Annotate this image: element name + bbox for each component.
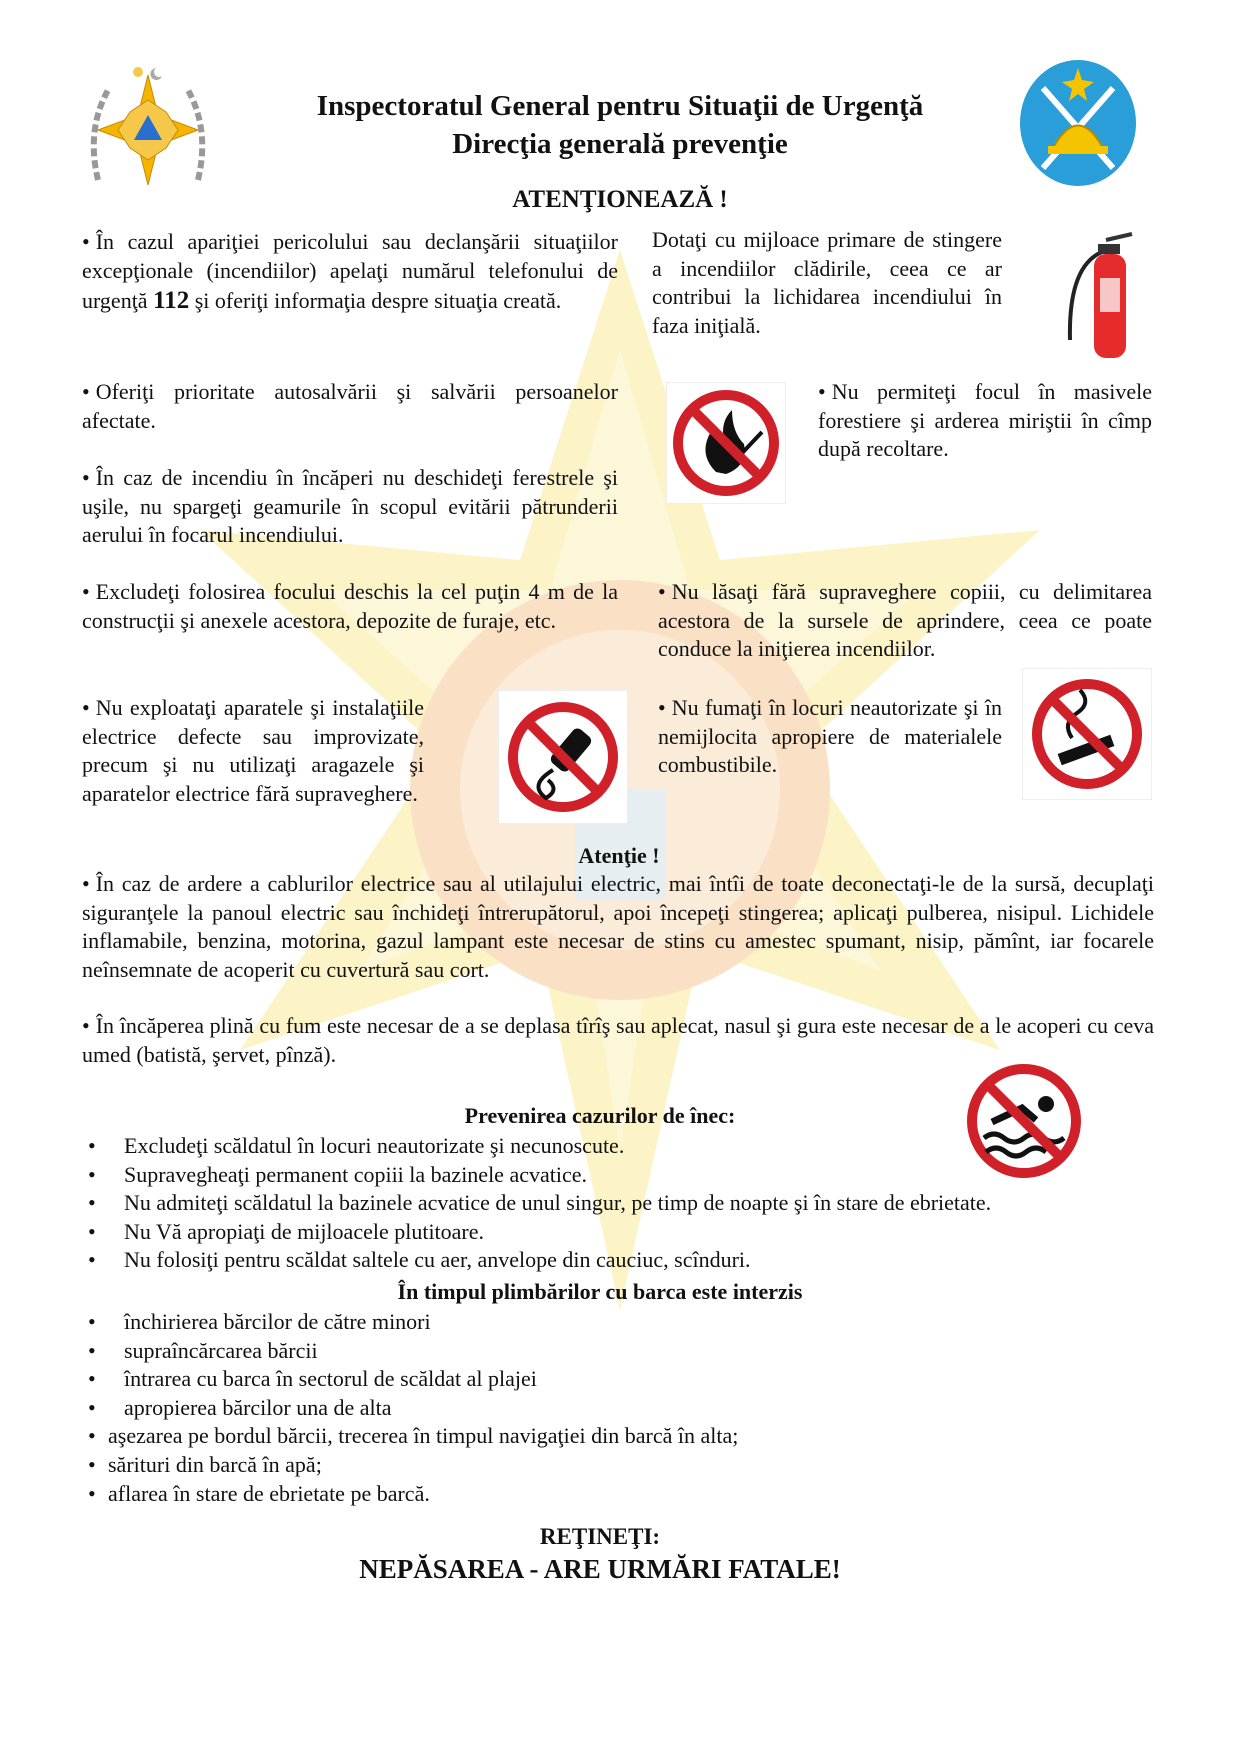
right-item-children: • Nu lăsaţi fără supraveghere copiii, cu delimitarea acestora de la sursele de aprindere, ceea ce poate conduce la iniţierea incendiilor. [658,578,1152,664]
list-item: • supraîncărcarea bărcii [82,1337,1154,1366]
header-institution: Inspectoratul General pentru Situaţii de Urgenţă [316,90,924,122]
left-item-doors-windows: • În caz de incendiu în încăperi nu deschideţi ferestrele şi uşile, nu spargeţi geamurile în scopul evitării pătrunderii aerului în focarul incendiului. [82,464,618,550]
no-smoking-icon [1022,668,1152,800]
remember-label: REŢINEŢI: [539,1524,661,1549]
list-item: • aflarea în stare de ebrietate pe barcă. [82,1480,1154,1509]
left-item-emergency-call: • În cazul apariţiei pericolului sau declanşării situaţiilor excepţionale (incendiilor) apelaţi numărul telefonului de urgenţă 112 şi oferiţi informaţia despre situaţia creată. [82,228,618,318]
list-item: • Nu Vă apropiaţi de mijloacele plutitoare. [82,1218,1154,1247]
left-item-self-rescue: • Oferiţi prioritate autosalvării şi salvării persoanelor afectate. [82,378,618,435]
list-item: • Supravegheaţi permanent copiii la bazinele acvatice. [82,1161,1154,1190]
list-item: • întrarea cu barca în sectorul de scăldat al plajei [82,1365,1154,1394]
drowning-list [82,1132,1154,1275]
list-item: • închirierea bărcilor de către minori [82,1308,1154,1337]
header-directorate: Direcţia generală prevenţie [452,128,788,160]
no-electrical-appliances-icon [498,690,628,824]
list-item: • Excludeţi scăldatul în locuri neautorizate şi necunoscute. [82,1132,1154,1161]
emergency-number: 112 [153,287,190,315]
attention-title: Atenţie ! [578,843,660,868]
igsu-star-emblem [78,60,218,200]
boats-title: În timpul plimbărilor cu barca este interzis [397,1279,803,1304]
right-item-forest-fire: • Nu permiteţi focul în masivele forestiere şi arderea miriştii în cîmp după recoltare. [818,378,1152,464]
list-item: • Nu folosiţi pentru scăldat saltele cu aer, anvelope din cauciuc, scînduri. [82,1246,1154,1275]
right-item-no-smoking: • Nu fumaţi în locuri neautorizate şi în nemijlocita apropiere de materialele combustibile. [658,694,1002,780]
drowning-title: Prevenirea cazurilor de înec: [464,1103,736,1128]
left-item-open-fire: • Excludeţi folosirea focului deschis la cel puţin 4 m de la construcţii şi anexele acestora, depozite de furaje, etc. [82,578,618,635]
boats-list [82,1308,1154,1508]
header-attention: ATENŢIONEAZĂ ! [512,186,728,213]
attention-smoke: • În încăperea plină cu fum este necesar de a se deplasa tîrîş sau aplecat, nasul şi gura este necesar de a le acoperi cu ceva umed (batistă, şervet, pînză). [82,1012,1154,1069]
list-item: • sărituri din barcă în apă; [82,1451,1154,1480]
left-item-electrical: • Nu exploataţi aparatele şi instalaţiile electrice defecte sau improvizate, precum şi nu utilizaţi aragazele şi aparatelor electrice fără supraveghere. [82,694,424,808]
slogan: NEPĂSAREA - ARE URMĂRI FATALE! [359,1554,841,1584]
list-item: • Nu admiteţi scăldatul la bazinele acvatice de unul singur, pe timp de noapte şi în stare de ebrietate. [82,1189,1154,1218]
fire-extinguisher-icon [1058,230,1142,360]
firefighters-emblem [1018,58,1138,188]
list-item: • apropierea bărcilor una de alta [82,1394,1154,1423]
list-item: • aşezarea pe bordul bărcii, trecerea în timpul navigaţiei din barcă în alta; [82,1422,1154,1451]
right-item-extinguishers: Dotaţi cu mijloace primare de stingere a incendiilor clădirile, ceea ce ar contribui la lichidarea incendiului în faza iniţială. [652,227,1002,338]
attention-electrical-fire: • În caz de ardere a cablurilor electrice sau al utilajului electric, mai întîi de toate deconectaţi-le de la sursă, decuplaţi siguranţele la panoul electric sau închideţi întrerupătorul, apoi începeţi stingerea; aplicaţi pulberea, nisipul. Lichidele inflamabile, benzina, motorina, gazul lampant este necesar de stins cu amestec spumant, nisip, pămînt, iar focarele neînsemnate de acoperit cu cuvertură sau cort. [82,870,1154,984]
no-open-fire-icon [666,382,786,504]
